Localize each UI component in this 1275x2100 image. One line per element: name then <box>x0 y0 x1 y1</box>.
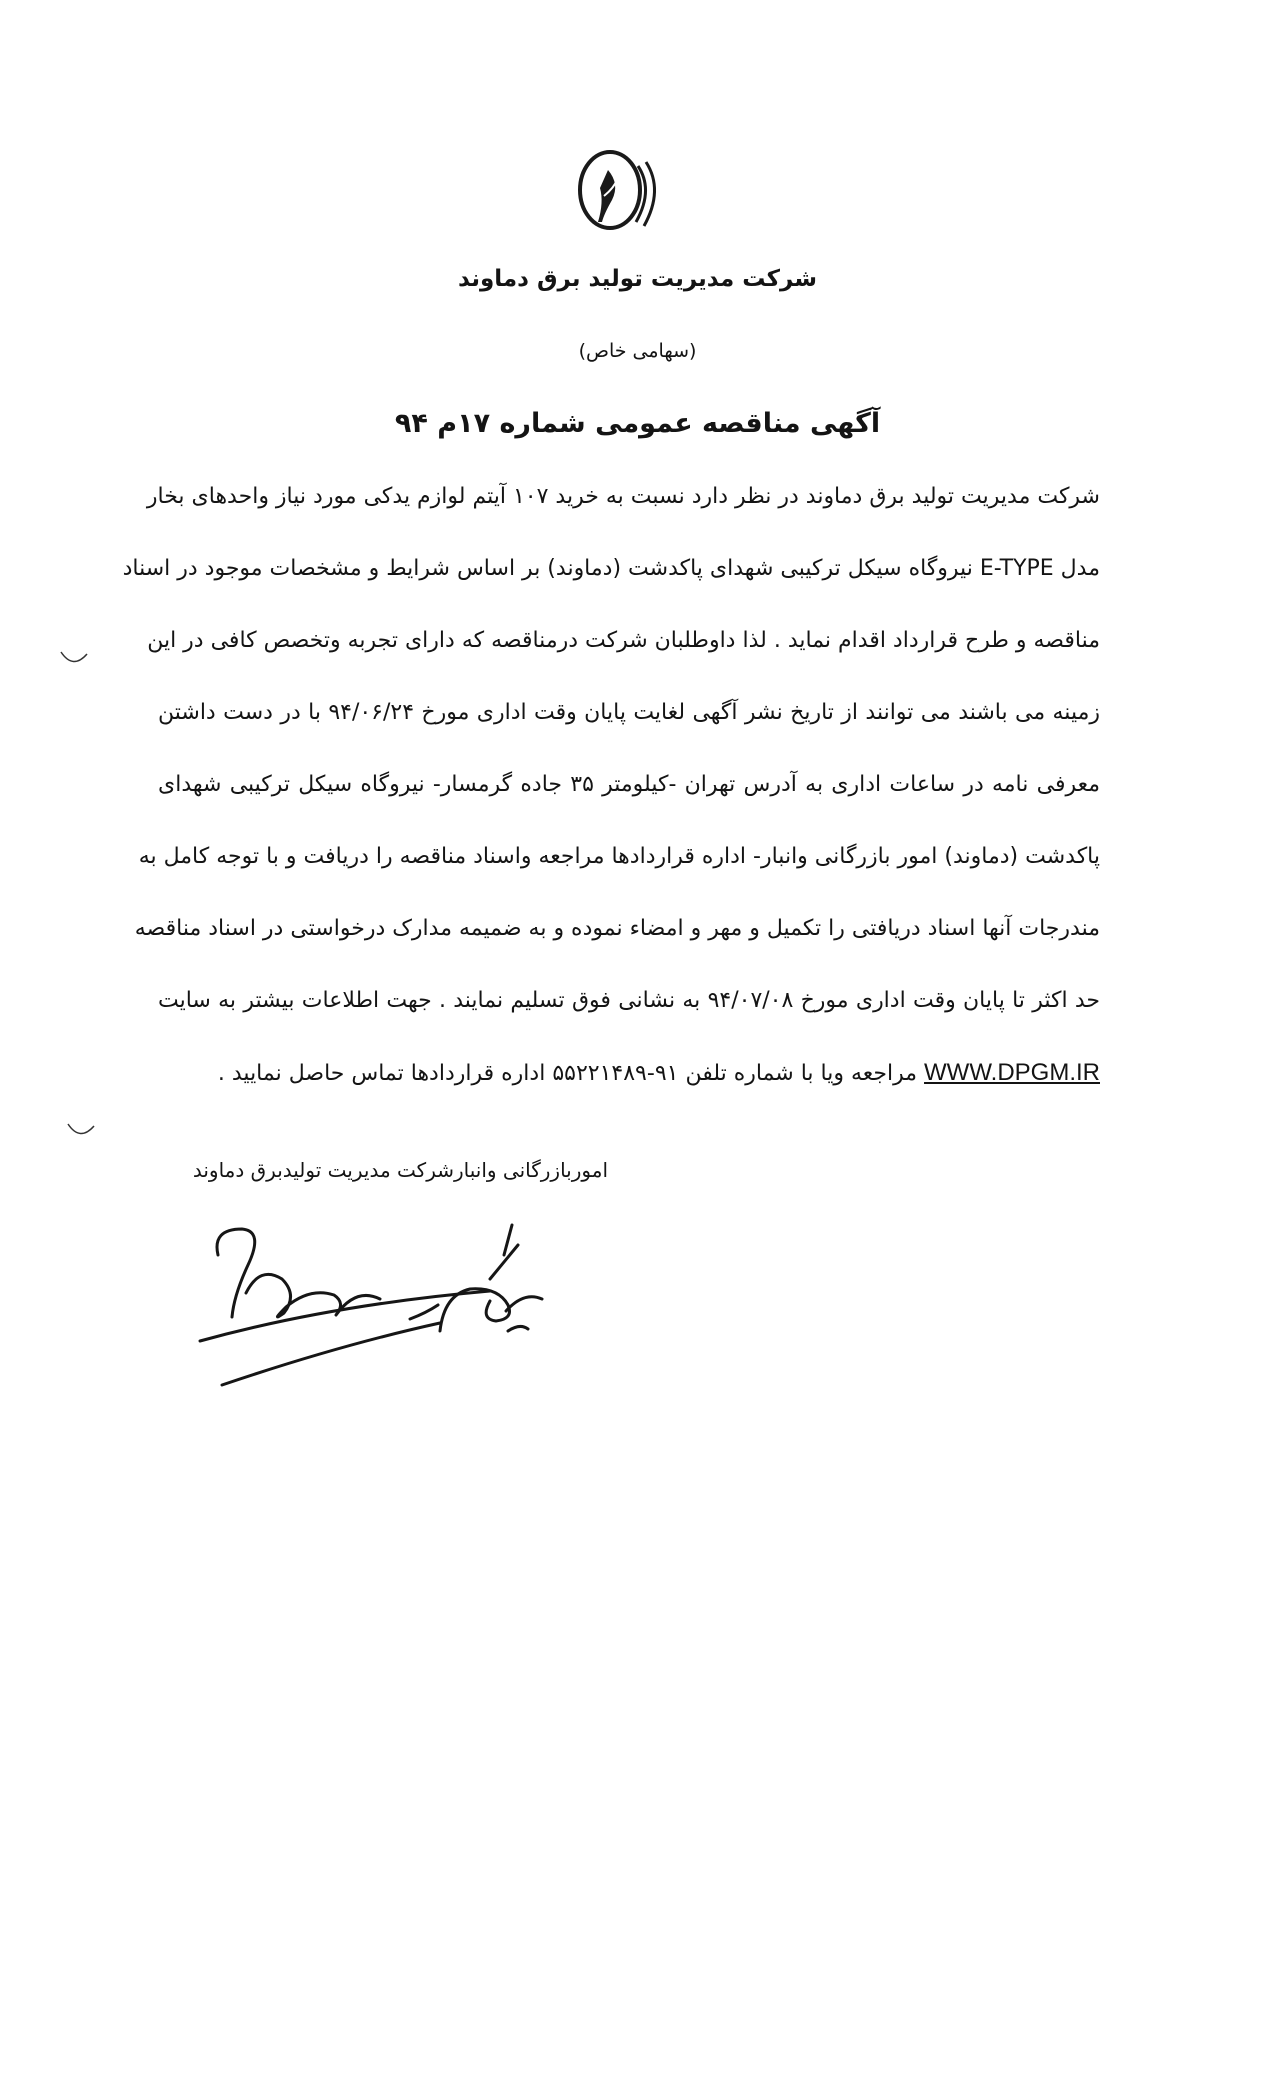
scan-margin-mark <box>62 1120 102 1144</box>
body-line <box>158 976 1100 1048</box>
body-line <box>146 472 1100 544</box>
body-text-run: پاکدشت (دماوند) امور بازرگانی وانبار- اداره قراردادها مراجعه واسناد مناقصه را دریافت و با توجه کامل به <box>138 844 1100 869</box>
body-text-run: مناقصه و طرح قرارداد اقدام نماید . لذا داوطلبان شرکت درمناقصه که دارای تجربه وتخصص کافی در این <box>147 628 1100 653</box>
body-line <box>158 1048 1100 1120</box>
body-line <box>122 544 1100 616</box>
body-text-run: شرکت مدیریت تولید برق دماوند در نظر دارد نسبت به خرید ۱۰۷ آیتم لوازم یدکی مورد نیاز واحدهای بخار <box>146 484 1100 509</box>
body-text-run: مدل <box>1053 556 1100 581</box>
website-link[interactable]: WWW.DPGM.IR <box>924 1059 1100 1086</box>
company-logo <box>558 138 668 238</box>
body-text-run: نیروگاه سیکل ترکیبی شهدای پاکدشت (دماوند) بر اساس شرایط و مشخصات موجود در اسناد <box>122 556 980 581</box>
notice-body <box>122 472 1101 1120</box>
model-name: E-TYPE <box>979 556 1054 581</box>
company-type: (سهامی خاص) <box>578 340 697 362</box>
body-text-run: مراجعه ویا با شماره تلفن ۹۱-۵۵۲۲۱۴۸۹ اداره قراردادها تماس حاصل نمایید . <box>217 1061 925 1086</box>
body-text-run: مندرجات آنها اسناد دریافتی را تکمیل و مهر و امضاء نموده و به ضمیمه مدارک درخواستی در اسناد مناقصه <box>134 916 1100 941</box>
handwritten-signatures <box>190 1195 650 1395</box>
company-name: شرکت مدیریت تولید برق دماوند <box>458 266 817 292</box>
body-line <box>134 904 1100 976</box>
body-line <box>138 832 1100 904</box>
body-line <box>147 616 1100 688</box>
body-line <box>158 760 1100 832</box>
body-text-run: معرفی نامه در ساعات اداری به آدرس تهران -کیلومتر ۳۵ جاده گرمسار- نیروگاه سیکل ترکیبی شهدای <box>158 772 1101 797</box>
body-text-run: زمینه می باشند می توانند از تاریخ نشر آگهی لغایت پایان وقت اداری مورخ ۹۴/۰۶/۲۴ با در دست داشتن <box>158 700 1100 725</box>
scan-margin-mark <box>55 648 95 672</box>
body-text-run: حد اکثر تا پایان وقت اداری مورخ ۹۴/۰۷/۰۸ به نشانی فوق تسلیم نمایند . جهت اطلاعات بیشتر به سایت <box>158 988 1100 1013</box>
signer-department: اموربازرگانی وانبارشرکت مدیریت تولیدبرق دماوند <box>192 1158 608 1182</box>
notice-title: آگهی مناقصه عمومی شماره ۱۷م ۹۴ <box>394 408 881 439</box>
body-line <box>158 688 1100 760</box>
